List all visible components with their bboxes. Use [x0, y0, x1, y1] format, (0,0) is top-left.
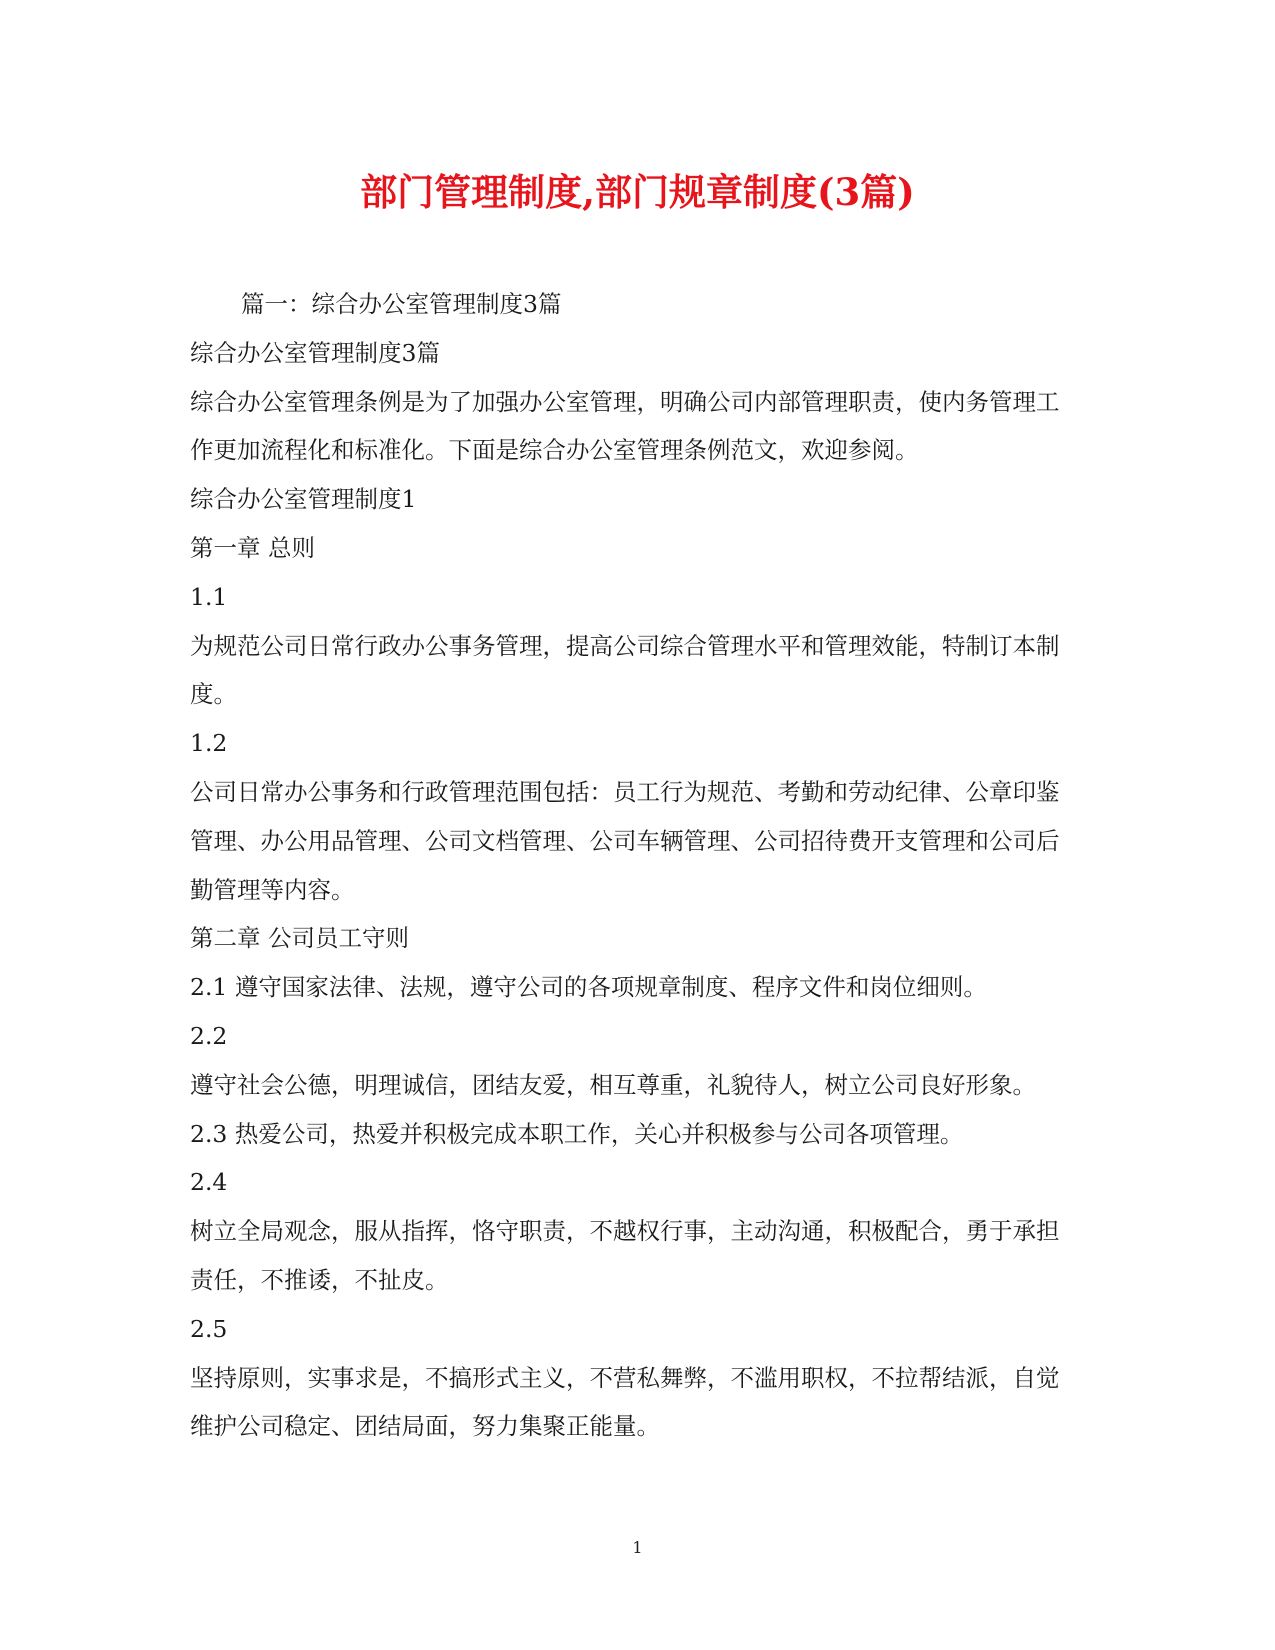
paragraph: 综合办公室管理制度1 — [190, 485, 417, 514]
paragraph: 公司日常办公事务和行政管理范围包括：员工行为规范、考勤和劳动纪律、公章印鉴管理、办公用品管理、公司文档管理、公司车辆管理、公司招待费开支管理和公司后勤管理等内容。 — [190, 777, 1060, 904]
paragraph: 篇一：综合办公室管理制度3篇 — [241, 290, 562, 318]
page-number: 1 — [632, 1538, 643, 1557]
section-number: 2.5 — [190, 1314, 228, 1343]
paragraph: 综合办公室管理条例是为了加强办公室管理，明确公司内部管理职责，使内务管理工作更加流程化和标准化。下面是综合办公室管理条例范文，欢迎参阅。 — [190, 387, 1060, 465]
paragraph: 树立全局观念，服从指挥，恪守职责，不越权行事，主动沟通，积极配合，勇于承担责任，不推诿，不扯皮。 — [190, 1217, 1060, 1294]
paragraph: 坚持原则，实事求是，不搞形式主义，不营私舞弊，不滥用职权，不拉帮结派，自觉维护公司稳定、团结局面，努力集聚正能量。 — [190, 1363, 1060, 1441]
paragraph: 为规范公司日常行政办公事务管理，提高公司综合管理水平和管理效能，特制订本制度。 — [190, 631, 1060, 709]
section-number: 2.2 — [190, 1021, 228, 1050]
paragraph: 遵守社会公德，明理诚信，团结友爱，相互尊重，礼貌待人，树立公司良好形象。 — [190, 1070, 1036, 1099]
chapter-heading: 第二章 公司员工守则 — [190, 924, 409, 953]
paragraph: 2.1 遵守国家法律、法规，遵守公司的各项规章制度、程序文件和岗位细则。 — [190, 973, 987, 1002]
chapter-heading: 第一章 总则 — [190, 533, 315, 562]
section-number: 2.4 — [190, 1168, 228, 1197]
document-title: 部门管理制度,部门规章制度(3篇) — [360, 170, 915, 214]
document-body — [190, 280, 1070, 1451]
paragraph: 2.3 热爱公司，热爱并积极完成本职工作，关心并积极参与公司各项管理。 — [190, 1119, 964, 1148]
section-number: 1.1 — [190, 582, 228, 611]
section-number: 1.2 — [190, 729, 228, 758]
paragraph: 综合办公室管理制度3篇 — [190, 338, 440, 367]
